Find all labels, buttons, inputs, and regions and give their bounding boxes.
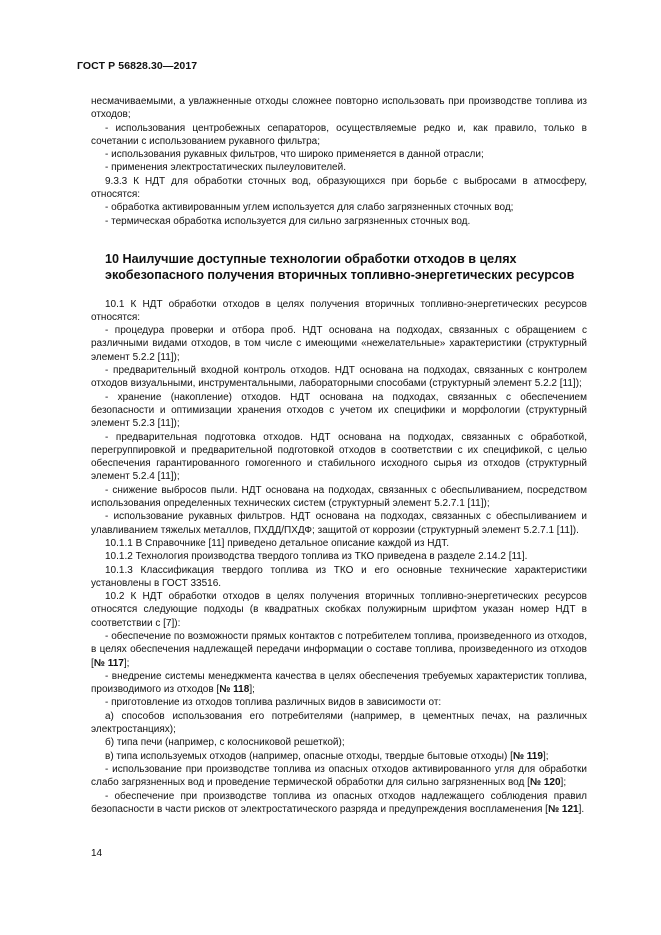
list-item	[91, 630, 587, 670]
paragraph: 10.1.1 В Справочнике [11] приведено детальное описание каждой из НДТ.	[105, 537, 450, 549]
list-item: - использования центробежных сепараторов, осуществляемые редко и, как правило, только в сочетании с использованием рукавного фильтра;	[91, 122, 587, 147]
list-item	[91, 790, 587, 817]
list-item: б) типа печи (например, с колосниковой решеткой);	[105, 737, 345, 749]
page-content	[91, 95, 587, 816]
doc-header: ГОСТ Р 56828.30—2017	[77, 60, 198, 72]
section-heading-line: 10 Наилучшие доступные технологии обработки отходов в целях	[105, 251, 517, 266]
page-number: 14	[91, 848, 103, 859]
list-item: - термическая обработка используется для сильно загрязненных сточных вод.	[105, 215, 471, 227]
paragraph: несмачиваемыми, а увлажненные отходы сложнее повторно использовать при производстве топлива из отходов;	[91, 96, 587, 121]
paragraph: 10.1 К НДТ обработки отходов в целях получения вторичных топливно-энергетических ресурсов относятся:	[91, 298, 587, 323]
item-text: - внедрение системы менеджмента качества в целях обеспечения требуемых характеристик топлива, производимого из отходов [	[91, 670, 587, 696]
item-text-end: ];	[560, 777, 567, 789]
paragraph: 9.3.3 К НДТ для обработки сточных вод, образующихся при борьбе с выбросами в атмосферу, относятся:	[91, 175, 587, 201]
list-item: - приготовление из отходов топлива различных видов в зависимости от:	[105, 697, 442, 709]
item-text: - обеспечение по возможности прямых контактов с потребителем топлива, произведенного из отходов, в целях обеспечения надлежащей передачи информации о составе топлива, произведенного из отходов [	[91, 630, 587, 669]
list-item: - процедура проверки и отбора проб. НДТ основана на подходах, связанных с обращением с различными видами отходов, в том числе с имеющими «нежелательные» характеристики (структурный элемент 5.2.2 [11]);	[91, 325, 587, 363]
list-item: - хранение (накопление) отходов. НДТ основана на подходах, связанных с обеспечением безопасности и оптимизации хранения отходов с учетом их специфики и морфологии (структурный элемент 5.2.3 [11]);	[91, 391, 587, 430]
ndt-number: № 121	[547, 803, 579, 815]
list-item	[91, 750, 587, 763]
ndt-number: № 120	[529, 777, 561, 789]
item-text-end: ];	[542, 750, 549, 762]
item-text-end: ];	[249, 684, 255, 696]
section-heading-line: экобезопасного получения вторичных топливно-энергетических ресурсов	[105, 267, 575, 282]
item-text-end: ];	[123, 657, 130, 669]
ndt-number: № 118	[219, 684, 250, 696]
item-text: - использование при производстве топлива из опасных отходов активированного угля для обработки слабо загрязненных вод и проведение термической обработки для сильно загрязненных вод [	[91, 763, 587, 789]
ndt-number: № 119	[512, 750, 543, 762]
list-item: а) способов использования его потребителями (например, в цементных печах, на различных электростанциях);	[91, 710, 587, 736]
list-item: - применения электростатических пылеуловителей.	[105, 162, 346, 174]
list-item: - обработка активированным углем используется для слабо загрязненных сточных вод;	[105, 202, 514, 214]
list-item: - предварительный входной контроль отходов. НДТ основана на подходах, связанных с контролем отходов визуальными, инструментальными, лабораторными способами (структурный элемент 5.2.2 [11]);	[91, 365, 587, 390]
paragraph: 10.2 К НДТ обработки отходов в целях получения вторичных топливно-энергетических ресурсов относятся следующие подходы (в квадратных скобках полужирным шрифтом указан номер НДТ в соответствии с [7]):	[91, 591, 587, 629]
item-text-end: ].	[578, 803, 585, 815]
item-text: - обеспечение при производстве топлива из опасных отходов надлежащего соблюдения правил безопасности в части рисков от электростатического разряда и предупреждения воспламенения [	[91, 790, 587, 815]
paragraph: 10.1.2 Технология производства твердого топлива из ТКО приведена в разделе 2.14.2 [11].	[105, 551, 528, 563]
list-item: - использование рукавных фильтров. НДТ основана на подходах, связанных с обеспыливанием и улавливанием тяжелых металлов, ПХДД/ПХДФ; защитой от коррозии (структурный элемент 5.2.7.1 [11]).	[91, 511, 587, 536]
list-item: - снижение выбросов пыли. НДТ основана на подходах, связанных с обеспыливанием, посредством использования определенных технических систем (структурный элемент 5.2.7.1 [11]);	[91, 484, 587, 510]
list-item: - предварительная подготовка отходов. НДТ основана на подходах, связанных с обработкой, перегруппировкой и предварительной подготовкой отходов в соответствии с их спецификой, с целью обеспечения гарантированного гомогенного и стабильного исходного сырья из отходов (структурный элемент 5.2.4 [11]);	[91, 431, 587, 483]
list-item	[91, 763, 587, 790]
paragraph: 10.1.3 Классификация твердого топлива из ТКО и его основные технические характеристики установлены в ГОСТ 33516.	[91, 564, 587, 589]
section-heading	[91, 252, 587, 284]
item-text: в) типа используемых отходов (например, опасные отходы, твердые бытовые отходы) [	[105, 750, 513, 762]
ndt-number: № 117	[93, 657, 124, 669]
list-item: - использования рукавных фильтров, что широко применяется в данной отрасли;	[105, 149, 484, 161]
list-item	[91, 670, 587, 697]
